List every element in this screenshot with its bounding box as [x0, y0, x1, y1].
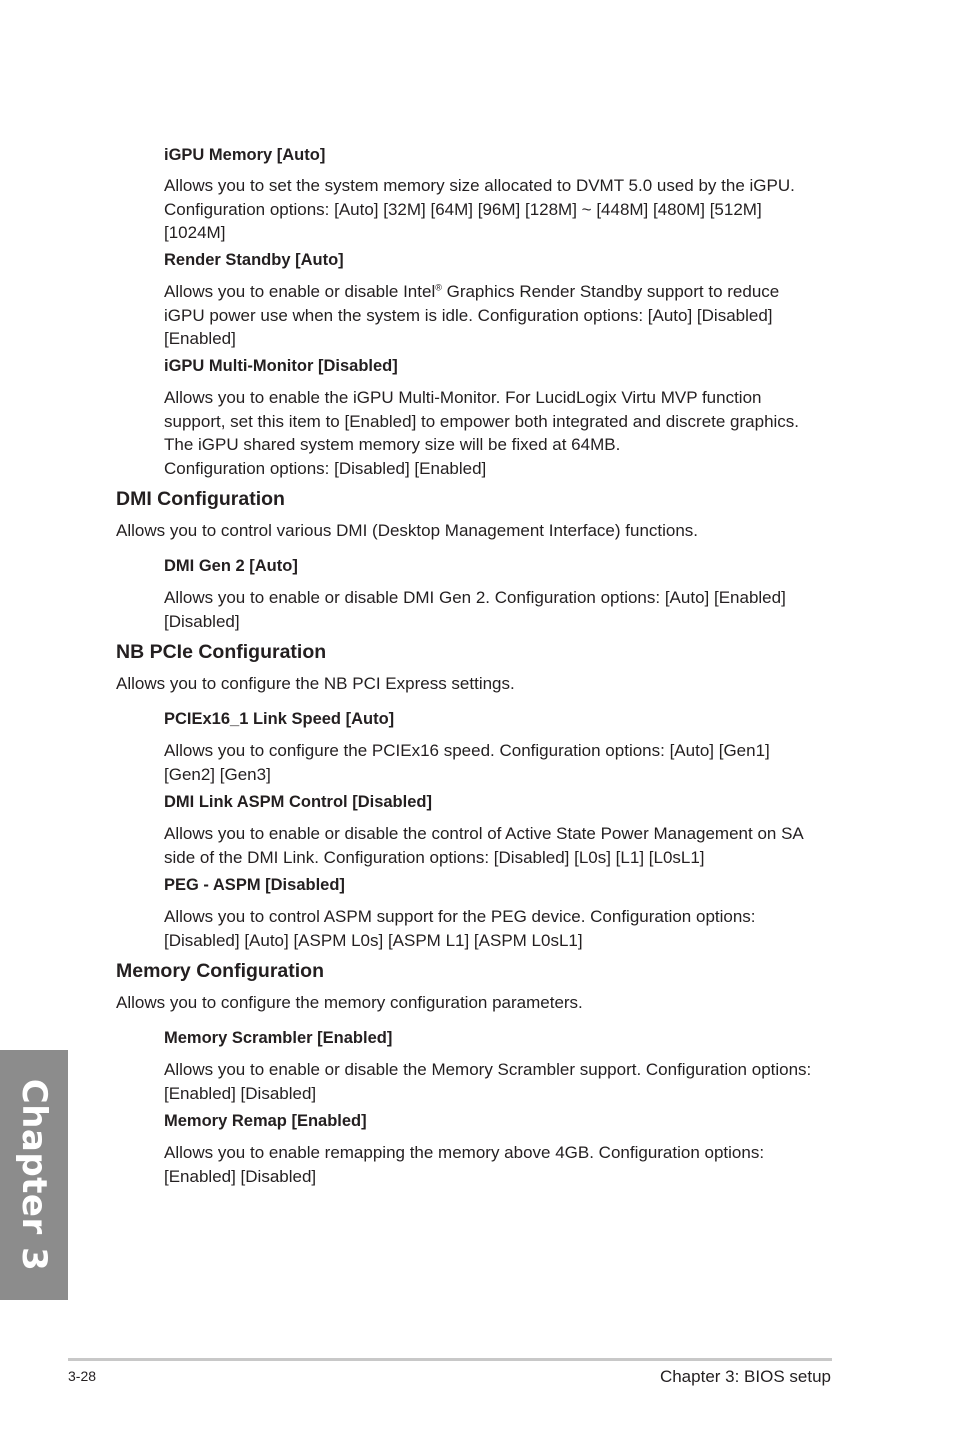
item-desc-memory-scrambler: Allows you to enable or disable the Memory Scrambler support. Configuration options: [Enabled] [Disabled]: [164, 1060, 812, 1103]
footer-page-number: 3-28: [68, 1368, 97, 1384]
section-desc-dmi-configuration: Allows you to control various DMI (Desktop Management Interface) functions.: [116, 521, 699, 540]
section-desc-memory-configuration: Allows you to configure the memory configuration parameters.: [116, 993, 583, 1012]
footer-chapter-title: Chapter 3: BIOS setup: [659, 1367, 831, 1386]
item-desc-dmi-gen2: Allows you to enable or disable DMI Gen 2. Configuration options: [Auto] [Enabled] [Disabled]: [164, 588, 786, 631]
item-title-dmi-gen2: DMI Gen 2 [Auto]: [164, 557, 298, 575]
item-desc-memory-remap: Allows you to enable remapping the memory above 4GB. Configuration options: [Enabled] [Disabled]: [164, 1143, 765, 1186]
item-desc-igpu-multi-monitor: Allows you to enable the iGPU Multi-Monitor. For LucidLogix Virtu MVP function support, set this item to [Enabled] to empower both integrated and discrete graphics. The iGPU shared system memory size will be fixed at 64MB. Configuration options: [Disabled] [Enabled]: [164, 388, 800, 478]
footer-divider: [68, 1358, 832, 1361]
item-title-render-standby: Render Standby [Auto]: [164, 251, 344, 269]
section-desc-nb-pcie-configuration: Allows you to configure the NB PCI Express settings.: [116, 674, 515, 693]
item-desc-peg-aspm: Allows you to control ASPM support for the PEG device. Configuration options: [Disabled] [Auto] [ASPM L0s] [ASPM L1] [ASPM L0sL1]: [164, 907, 756, 950]
item-title-pciex16-link-speed: PCIEx16_1 Link Speed [Auto]: [164, 710, 395, 728]
item-title-igpu-multi-monitor: iGPU Multi-Monitor [Disabled]: [164, 357, 398, 375]
item-desc-igpu-memory: Allows you to set the system memory size allocated to DVMT 5.0 used by the iGPU. Configuration options: [Auto] [32M] [64M] [96M] [128M] ~ [448M] [480M] [512M] [1024M]: [164, 176, 795, 242]
item-desc-pciex16-link-speed: Allows you to configure the PCIEx16 speed. Configuration options: [Auto] [Gen1] [Gen2] [Gen3]: [164, 741, 770, 784]
section-title-dmi-configuration: DMI Configuration: [116, 488, 285, 510]
section-title-memory-configuration: Memory Configuration: [116, 960, 324, 982]
chapter-side-tab-label: Chapter 3: [14, 1078, 54, 1272]
item-title-dmi-link-aspm: DMI Link ASPM Control [Disabled]: [164, 793, 432, 811]
item-title-peg-aspm: PEG - ASPM [Disabled]: [164, 876, 345, 894]
section-title-nb-pcie-configuration: NB PCIe Configuration: [116, 641, 327, 663]
item-title-memory-scrambler: Memory Scrambler [Enabled]: [164, 1029, 393, 1047]
item-title-memory-remap: Memory Remap [Enabled]: [164, 1112, 367, 1130]
item-desc-render-standby: Allows you to enable or disable Intel® Graphics Render Standby support to reduce iGPU power use when the system is idle. Configuration options: [Auto] [Disabled] [Enabled]: [164, 282, 780, 348]
item-desc-dmi-link-aspm: Allows you to enable or disable the control of Active State Power Management on SA side of the DMI Link. Configuration options: [Disabled] [L0s] [L1] [L0sL1]: [164, 824, 804, 867]
chapter-side-tab: [0, 1050, 68, 1300]
item-title-igpu-memory: iGPU Memory [Auto]: [164, 146, 326, 164]
